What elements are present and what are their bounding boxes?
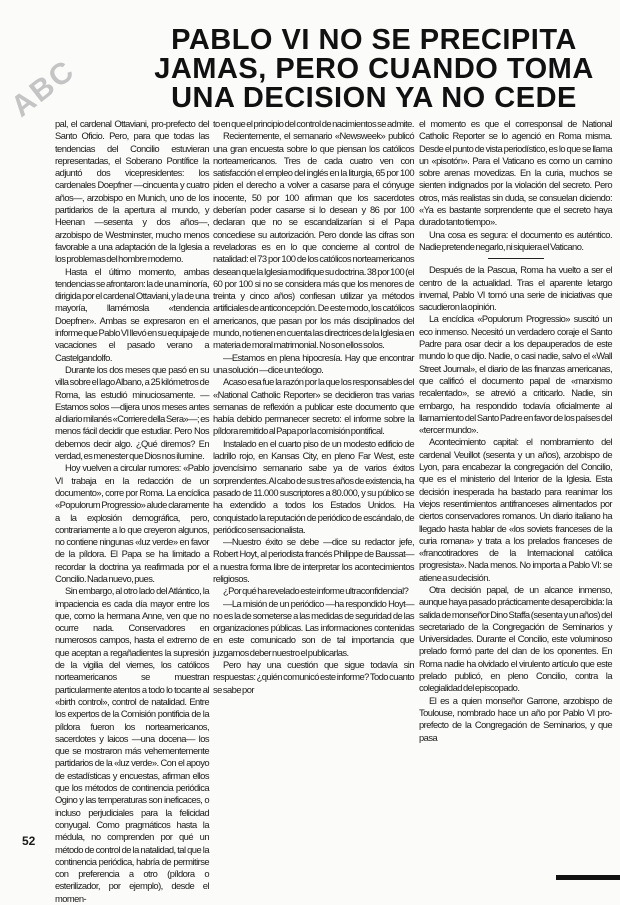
paragraph: La encíclica «Populorum Progressio» suscitó un eco inmenso. Necesitó un verdadero coraje el Santo Padre para osar decir a los depauperados de este mundo lo que dijo. Nadie, o casi nadie, salvo el «Wall Street Journal», el diario de las finanzas americanas, que calificó el documento papal de «marxismo recalentado», se atrevió a criticarlo. Nadie, sin embargo, ha respondido todavía oficialmente al llamamiento del Santo Padre en favor de los países del «tercer mundo». — [419, 313, 612, 436]
paragraph: to en que el principio del control de nacimientos se admite. — [213, 118, 414, 129]
paragraph: Otra decisión papal, de un alcance inmenso, aunque haya pasado prácticamente desapercibida: la salida de monseñor Dino Staffa (sesenta y un años) del secretariado de la Congregación de Seminarios y Universidades. Durante el Concilio, este voluminoso prelado formó parte del clan de los oponentes. En Roma nadie ha olvidado el virulento artículo que este prelado publicó, en pleno Concilio, contra la colegialidad del episcopado. — [419, 583, 612, 694]
paragraph: —Nuestro éxito se debe —dice su redactor jefe, Robert Hoyt, al periodista francés Philippe de Baussat— a nuestra forma libre de interpretar los acontecimientos religiosos. — [213, 536, 414, 584]
paragraph: —Estamos en plena hipocresía. Hay que encontrar una solución —dice un teólogo. — [213, 351, 414, 375]
headline-line-3: UNA DECISION YA NO CEDE — [171, 82, 577, 114]
paragraph: Pero hay una cuestión que sigue todavía sin respuestas: ¿quién comunicó este informe? Todo cuanto se sabe por — [213, 659, 414, 695]
headline-line-2: JAMAS, PERO CUANDO TOMA — [154, 53, 594, 85]
paragraph: Sin embargo, al otro lado del Atlántico, la impaciencia es cada día mayor entre los que, como la hermana Anne, ven que no ocurre nada. Conservadores en numerosos campos, hasta el extremo de que aceptan a regañadientes la supresión de la vigilia del viernes, los católicos norteamericanos se muestran particularmente atentos a todo lo tocante al «birth control», control de natalidad. Entre los expertos de la Comisión pontificia de la píldora fueron los norteamericanos, sacerdotes y laicos —una docena— los que se mostraron más vehementemente partidarios de la «luz verde». Con el apoyo de estadísticas y encuestas, afirman ellos que los métodos de continencia periódica Ogino y las temperaturas son ineficaces, o incluso perjudiciales para la felicidad conyugal. Como pragmáticos hasta la médula, no comprenden por qué un método de control de la natalidad, tal que la continencia periódica, habría de permitirse con preferencia a otro (píldora o esterilizador, por ejemplo), desde el momen- — [55, 585, 209, 904]
page-number: 52 — [22, 834, 36, 848]
paragraph: El es a quien monseñor Garrone, arzobispo de Toulouse, nombrado hace un año por Pablo VI pro-prefecto de la Congregación de Seminarios, y que pasa — [419, 694, 612, 743]
watermark-logo: ABC — [5, 53, 82, 124]
article-column-2 — [213, 118, 414, 696]
paragraph: Una cosa es segura: el documento es auténtico. Nadie pretende negarlo, ni siquiera el Vaticano. — [419, 228, 612, 252]
paragraph: ¿Por qué ha revelado este informe ultraconfidencial? — [223, 585, 409, 597]
headline-line-1: PABLO VI NO SE PRECIPITA — [171, 24, 577, 56]
paragraph: Instalado en el cuarto piso de un modesto edificio de ladrillo rojo, en Kansas City, en pleno Far West, este jovencísimo semanario sabe ya de varios éxitos sorprendentes. Al cabo de sus tres años de existencia, ha pasado de 11.000 suscriptores a 80.000, y su público se ha extendido a todos los Estados Unidos. Ha conquistado la reputación de periódico de escándalo, de periódico sensacionalista. — [213, 437, 414, 535]
paragraph: Hoy vuelven a circular rumores: «Pablo VI trabaja en la redacción de un documento», corre por Roma. La encíclica «Populorum Progressio» alude claramente a la explosión demográfica, pero, contrariamente a lo que creyeron algunos, no contiene ningunas «luz verde» en favor de la píldora. El Papa se ha limitado a recordar la doctrina ya reafirmada por el Concilio. Nada nuevo, pues. — [55, 462, 209, 584]
paragraph: Hasta el último momento, ambas tendencias se afrontaron: la de una minoría, dirigida por el cardenal Ottaviani, y la de una mayoría, llamémosla «tendencia Doepfner». Ambas se expresaron en el informe que Pablo VI llevó en su equipaje de vacaciones el pasado verano a Castelgandolfo. — [55, 265, 209, 363]
section-divider — [488, 258, 544, 259]
article-column-1 — [55, 118, 209, 905]
paragraph: el momento es que el corresponsal de National Catholic Reporter se lo agenció en Roma misma. Desde el punto de vista periodístico, es lo que se llama un «pisotón». Para el Vaticano es como un camino sobre arenas movedizas. En la curia, muchos se sienten indignados por la violación del secreto. Pero otros, más realistas sin duda, se consuelan diciendo: «Ya es bastante sorprendente que el secreto haya durado tanto tiempo». — [419, 118, 612, 228]
article-column-3 — [419, 118, 612, 744]
paragraph: Recientemente, el semanario «Newsweek» publicó una gran encuesta sobre lo que piensan los católicos norteamericanos. Tres de cada cuatro ven con satisfacción el empleo del inglés en la liturgia, 65 por 100 piden el derecho a volver a casarse para el cónyuge inocente, 50 por 100 afirman que los sacerdotes deberían poder casarse si lo desean y 86 por 100 declaran que no se escandalizarían si el Papa concediese su autorización. Pero donde las cifras son reveladoras es en lo que concierne al control de natalidad: el 73 por 100 de los católicos norteamericanos desean que la Iglesia modifique su doctrina. 38 por 100 (el 60 por 100 si no se considera más que los menores de treinta y cinco años) confiesan utilizar ya métodos artificiales de anticoncepción. De este modo, los católicos americanos, que pasan por los más disciplinados del mundo, no tienen en cuenta las directrices de la Iglesia en materia de moral matrimonial. No son ellos solos. — [213, 130, 414, 351]
paragraph: Durante los dos meses que pasó en su villa sobre el lago Albano, a 25 kilómetros de Roma, las estudió minuciosamente. —Estamos solos —dijera unos meses antes al diario milanés «Corriere della Sera»—; es menos fácil decidir que estudiar. Pero Nos debemos decir algo. ¿Qué diremos? En verdad, es menester que Dios nos ilumine. — [55, 363, 209, 462]
paragraph: —La misión de un periódico —ha respondido Hoyt— no es la de someterse a las medidas de seguridad de las organizaciones públicas. Las informaciones contenidas en este comunicado son de tal importancia que juzgamos deber nuestro el publicarlas. — [213, 597, 414, 658]
paragraph: pal, el cardenal Ottaviani, pro-prefecto del Santo Oficio. Pero, para que todas las tendencias del Concilio estuvieran representadas, el Soberano Pontífice la adjuntó dos vicepresidentes: los cardenales Doepfner —cincuenta y cuatro años—, arzobispo en Munich, uno de los partidarios de la apertura al mundo, y Heenan —sesenta y dos años—, arzobispo de Westminster, mucho menos favorable a una adaptación de la Iglesia a los problemas del hombre moderno. — [55, 118, 209, 265]
paragraph: Acaso esa fue la razón por la que los responsables del «National Catholic Reporter» se decidieron tras varias semanas de reflexión a publicar este documento que había debido permanecer secreto: el informe sobre la píldora remitido al Papa por la comisión pontifical. — [213, 376, 414, 437]
corner-print-mark — [556, 875, 620, 880]
paragraph: Después de la Pascua, Roma ha vuelto a ser el centro de la actualidad. Tras el aparente letargo invernal, Pablo VI tomó una serie de iniciativas que sacudieron la opinión. — [419, 264, 612, 313]
headline — [135, 26, 613, 113]
paragraph: Acontecimiento capital: el nombramiento del cardenal Veuillot (sesenta y un años), arzobispo de Lyon, para encabezar la congregación del Concilio, que es el ministerio del Interior de la Iglesia. Esta decisión inesperada ha bastado para reanimar los viejos resentimientos antifranceses alimentados por ciertos conservadores romanos. Un diario italiano ha llegado hasta hablar de «los soviets franceses de la curia romana» y trata a los prelados franceses de «francotiradores de la Internacional católica progresista». Nada menos. No importa a Pablo VI: se atiene a su decisión. — [419, 436, 612, 583]
